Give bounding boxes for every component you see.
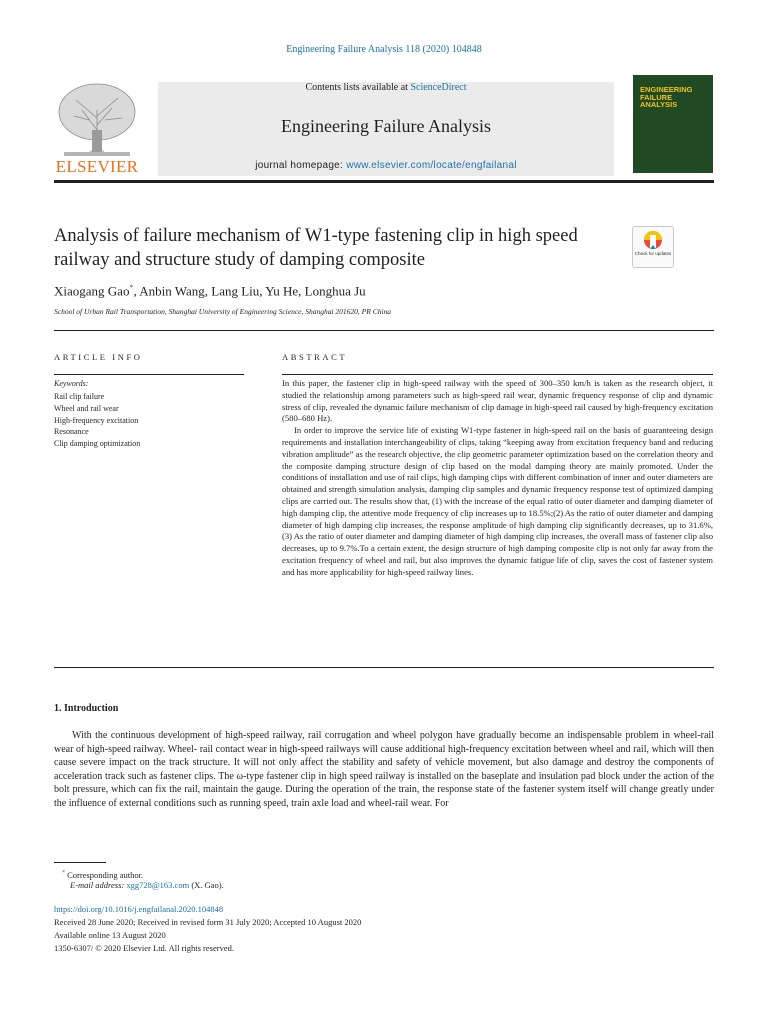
article-title: Analysis of failure mechanism of W1-type fastening clip in high speed railway and structure study of damping composite xyxy=(54,226,578,270)
email-link[interactable]: xgg728@163.com xyxy=(126,880,190,890)
homepage-prefix: journal homepage: xyxy=(255,160,347,171)
crossmark-icon xyxy=(633,227,673,253)
homepage-link[interactable]: www.elsevier.com/locate/engfailanal xyxy=(346,160,517,171)
journal-title: Engineering Failure Analysis xyxy=(281,116,491,136)
article-info-rule xyxy=(54,374,244,375)
other-authors: , Anbin Wang, Lang Liu, Yu He, Longhua Ju xyxy=(133,283,366,299)
keyword-list xyxy=(54,391,140,450)
first-author[interactable]: Xiaogang Gao xyxy=(54,283,130,299)
publisher-wordmark: ELSEVIER xyxy=(55,157,139,176)
footnote-rule xyxy=(54,862,106,863)
article-info-label: ARTICLE INFO xyxy=(54,352,143,362)
keyword-item: Wheel and rail wear xyxy=(54,403,119,413)
keyword-item: Resonance xyxy=(54,427,89,437)
email-footnote xyxy=(70,880,224,890)
author-list xyxy=(54,283,654,299)
sciencedirect-link[interactable]: ScienceDirect xyxy=(410,82,467,93)
copyright-line: 1350-6307/ © 2020 Elsevier Ltd. All rights reserved. xyxy=(54,943,234,953)
contents-prefix: Contents lists available at xyxy=(305,82,411,93)
introduction-paragraph: With the continuous development of high-speed railway, rail corrugation and wheel polygon have gradually become an indispensable problem in wheel-rail wear of high-speed railway. Wheel- rail contact wear in high-speed railways will cause additional high-frequency excitation between wheel and rail, which will then cause severe impact on the track structure. It will not only affect the stability and safety of vehicle movement, but also damage and destroy the components of acceleration track such as fastener clips. The ω-type fastener clip in high speed railway is installed on the baseplate and insulation pad block under the action of the bolt pressure, which can fix the rail, maintain the gauge. During the operation of the train, the response state of the fastener system itself will change greatly under the influence of external conditions such as running speed, train axle load and wheel-rail wear. For xyxy=(54,730,714,809)
abstract-label: ABSTRACT xyxy=(282,352,348,362)
corresponding-marker[interactable]: * xyxy=(129,283,134,292)
keywords-title: Keywords: xyxy=(54,379,89,388)
doi-link[interactable]: https://doi.org/10.1016/j.engfailanal.2020.104848 xyxy=(54,904,224,914)
keyword-item: Clip damping optimization xyxy=(54,439,141,449)
corresponding-text: Corresponding author. xyxy=(67,869,144,880)
abstract-rule xyxy=(282,374,713,375)
contents-availability xyxy=(158,82,614,93)
journal-citation-link[interactable]: Engineering Failure Analysis 118 (2020) 104848 xyxy=(286,44,482,55)
keyword-item: Rail clip failure xyxy=(54,392,105,401)
received-dates: Received 28 June 2020; Received in revised form 31 July 2020; Accepted 10 August 2020 xyxy=(54,917,362,927)
email-label: E-mail address: xyxy=(70,880,127,890)
crossmark-label: Check for updates xyxy=(634,251,672,256)
abstract-paragraph: In order to improve the service life of existing W1-type fastener in high-speed rail on the basis of guaranteeing design requirements and installation interchangeability of clips, taking “keeping away from excitation frequency band and reducing vibration amplitude” as the research objective, the clip geometric parameter optimization based on the correlation theory and the composite damping structure design of clip based on the modal damping theory are mainly promoted. Under the conditions of installation and use of rail clips, high damping clips with different combination of inner and outer diameters are obtained and strength simulation analysis, damping clip samples and dynamic frequency response test of optimized damping clips are carried out. The results show that, (1) with the increase of the equal ratio of outer diameter and damping diameter of high damping clip, the attentive mode frequency of clip increases up to 18.5%;(2) As the ratio of outer diameter and damping diameter of high damping clip increases, the response amplitude of high damping clip significantly decreases, up to 31.6%, (3) As the ratio of outer diameter and damping diameter of high damping clip increases, the overall mass of fastener clip also decreases, up to 9.7%.To a certain extent, the design structure of high damping composite clip is not only far away from the excitation frequency of wheel and rail, but also improves the dynamic fatigue life of clip, saves the cost of fastener system and has more applicability for high-speed railway lines. xyxy=(282,425,713,577)
header-rule xyxy=(54,180,714,183)
keyword-item: High-frequency excitation xyxy=(54,415,139,425)
email-suffix: (X. Gao). xyxy=(189,880,224,890)
abstract-body xyxy=(282,378,713,579)
footnote-marker: * xyxy=(62,870,65,876)
available-online: Available online 13 August 2020 xyxy=(54,930,166,940)
section-heading-introduction: 1. Introduction xyxy=(54,703,119,714)
journal-cover-title: ENGINEERING FAILURE ANALYSIS xyxy=(640,85,693,109)
abstract-end-rule xyxy=(54,667,714,668)
crossmark-badge[interactable] xyxy=(632,226,674,268)
abstract-paragraph: In this paper, the fastener clip in high-speed railway with the speed of 300–350 km/h is taken as the research object, it studied the relationship among parameters such as high-speed rail wear, dynamic frequency response of clip and dynamic stress of clip, revealed the dynamic failure mechanism of clip damage in high-speed rail caused by high-frequency excitation (580–680 Hz). xyxy=(282,378,713,424)
title-block-rule xyxy=(54,330,714,331)
affiliation: School of Urban Rail Transportation, Shanghai University of Engineering Science, Shanghai 201620, PR China xyxy=(54,307,392,316)
journal-homepage xyxy=(158,160,614,171)
